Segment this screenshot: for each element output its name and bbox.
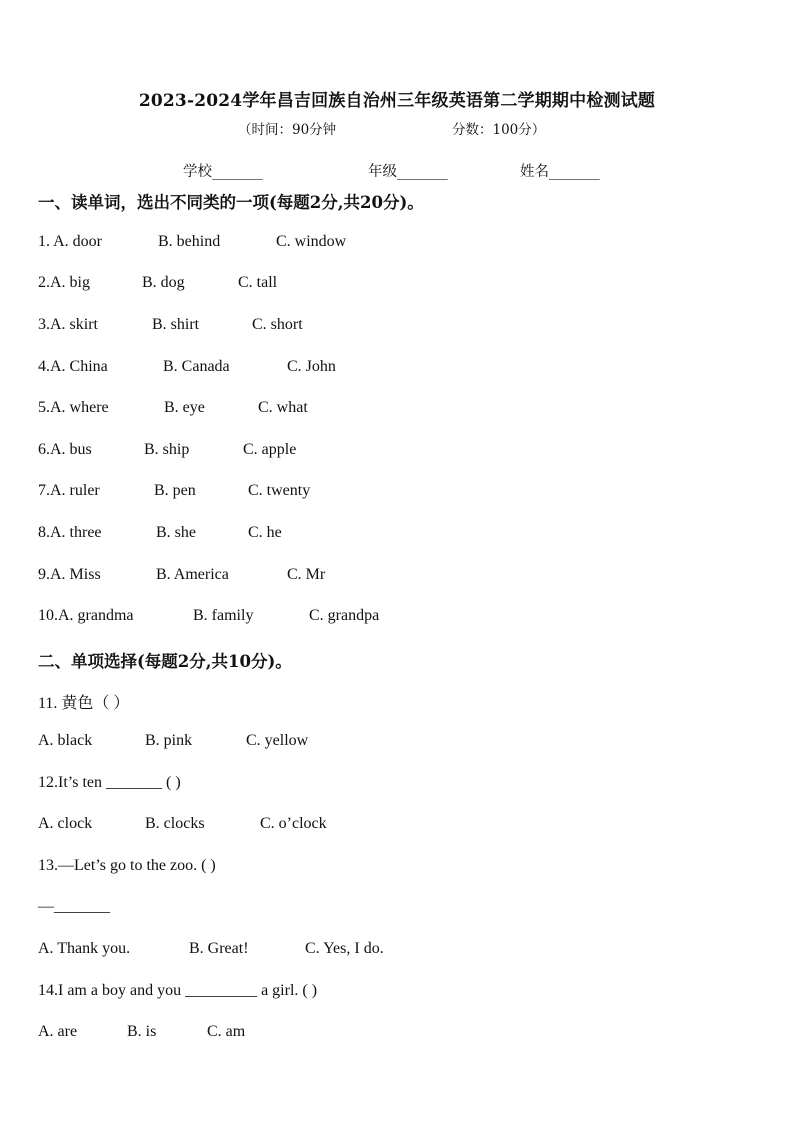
question-14-b: B. is [127,1023,157,1040]
question-1-c: C. window [276,233,347,250]
question-4-a: 4.A. China [38,358,108,375]
name-field: 姓名_______ [520,164,600,180]
question-8-b: B. she [156,524,196,541]
question-6-c: C. apple [243,441,297,458]
question-9-b: B. America [156,566,229,583]
question-2-c: C. tall [238,274,278,291]
question-3-a: 3.A. skirt [38,316,98,333]
question-4-b: B. Canada [163,358,230,375]
question-14-a: A. are [38,1023,78,1040]
exam-time: （时间：90分钟 [238,122,337,138]
question-11-b: B. pink [145,732,193,749]
section2-heading: 二、单项选择(每题2分,共10分)。 [38,652,292,671]
question-11: 11. 黄色（ ） [38,695,130,712]
question-9-c: C. Mr [287,566,326,583]
question-2-b: B. dog [142,274,185,291]
question-13: 13.—Let’s go to the zoo. ( ) [38,857,216,874]
question-1-a: 1. A. door [38,233,102,250]
question-6-a: 6.A. bus [38,441,92,458]
question-5-c: C. what [258,399,308,416]
question-10-b: B. family [193,607,254,624]
question-9-a: 9.A. Miss [38,566,101,583]
question-3-c: C. short [252,316,303,333]
school-field: 学校_______ [183,164,263,180]
question-12-a: A. clock [38,815,93,832]
question-11-a: A. black [38,732,93,749]
exam-score: 分数：100分） [452,122,546,138]
question-2-a: 2.A. big [38,274,90,291]
question-11-c: C. yellow [246,732,309,749]
question-8-c: C. he [248,524,282,541]
question-8-a: 8.A. three [38,524,102,541]
question-10-a: 10.A. grandma [38,607,134,624]
question-4-c: C. John [287,358,336,375]
question-6-b: B. ship [144,441,190,458]
grade-field: 年级_______ [368,164,448,180]
question-12: 12.It’s ten _______ ( ) [38,774,181,791]
question-5-b: B. eye [164,399,205,416]
question-14: 14.I am a boy and you _________ a girl. ( ) [38,982,318,999]
question-13-reply: —_______ [38,898,110,915]
question-1-b: B. behind [158,233,221,250]
question-12-c: C. o’clock [260,815,327,832]
question-12-b: B. clocks [145,815,205,832]
question-13-b: B. Great! [189,940,249,957]
question-5-a: 5.A. where [38,399,109,416]
question-14-c: C. am [207,1023,246,1040]
question-10-c: C. grandpa [309,607,380,624]
question-13-c: C. Yes, I do. [305,940,384,957]
question-7-c: C. twenty [248,482,311,499]
question-7-b: B. pen [154,482,196,499]
question-7-a: 7.A. ruler [38,482,100,499]
question-3-b: B. shirt [152,316,200,333]
question-13-a: A. Thank you. [38,940,131,957]
exam-title: 2023-2024学年昌吉回族自治州三年级英语第二学期期中检测试题 [138,91,656,111]
section1-heading: 一、读单词，选出不同类的一项(每题2分,共20分)。 [38,193,424,212]
